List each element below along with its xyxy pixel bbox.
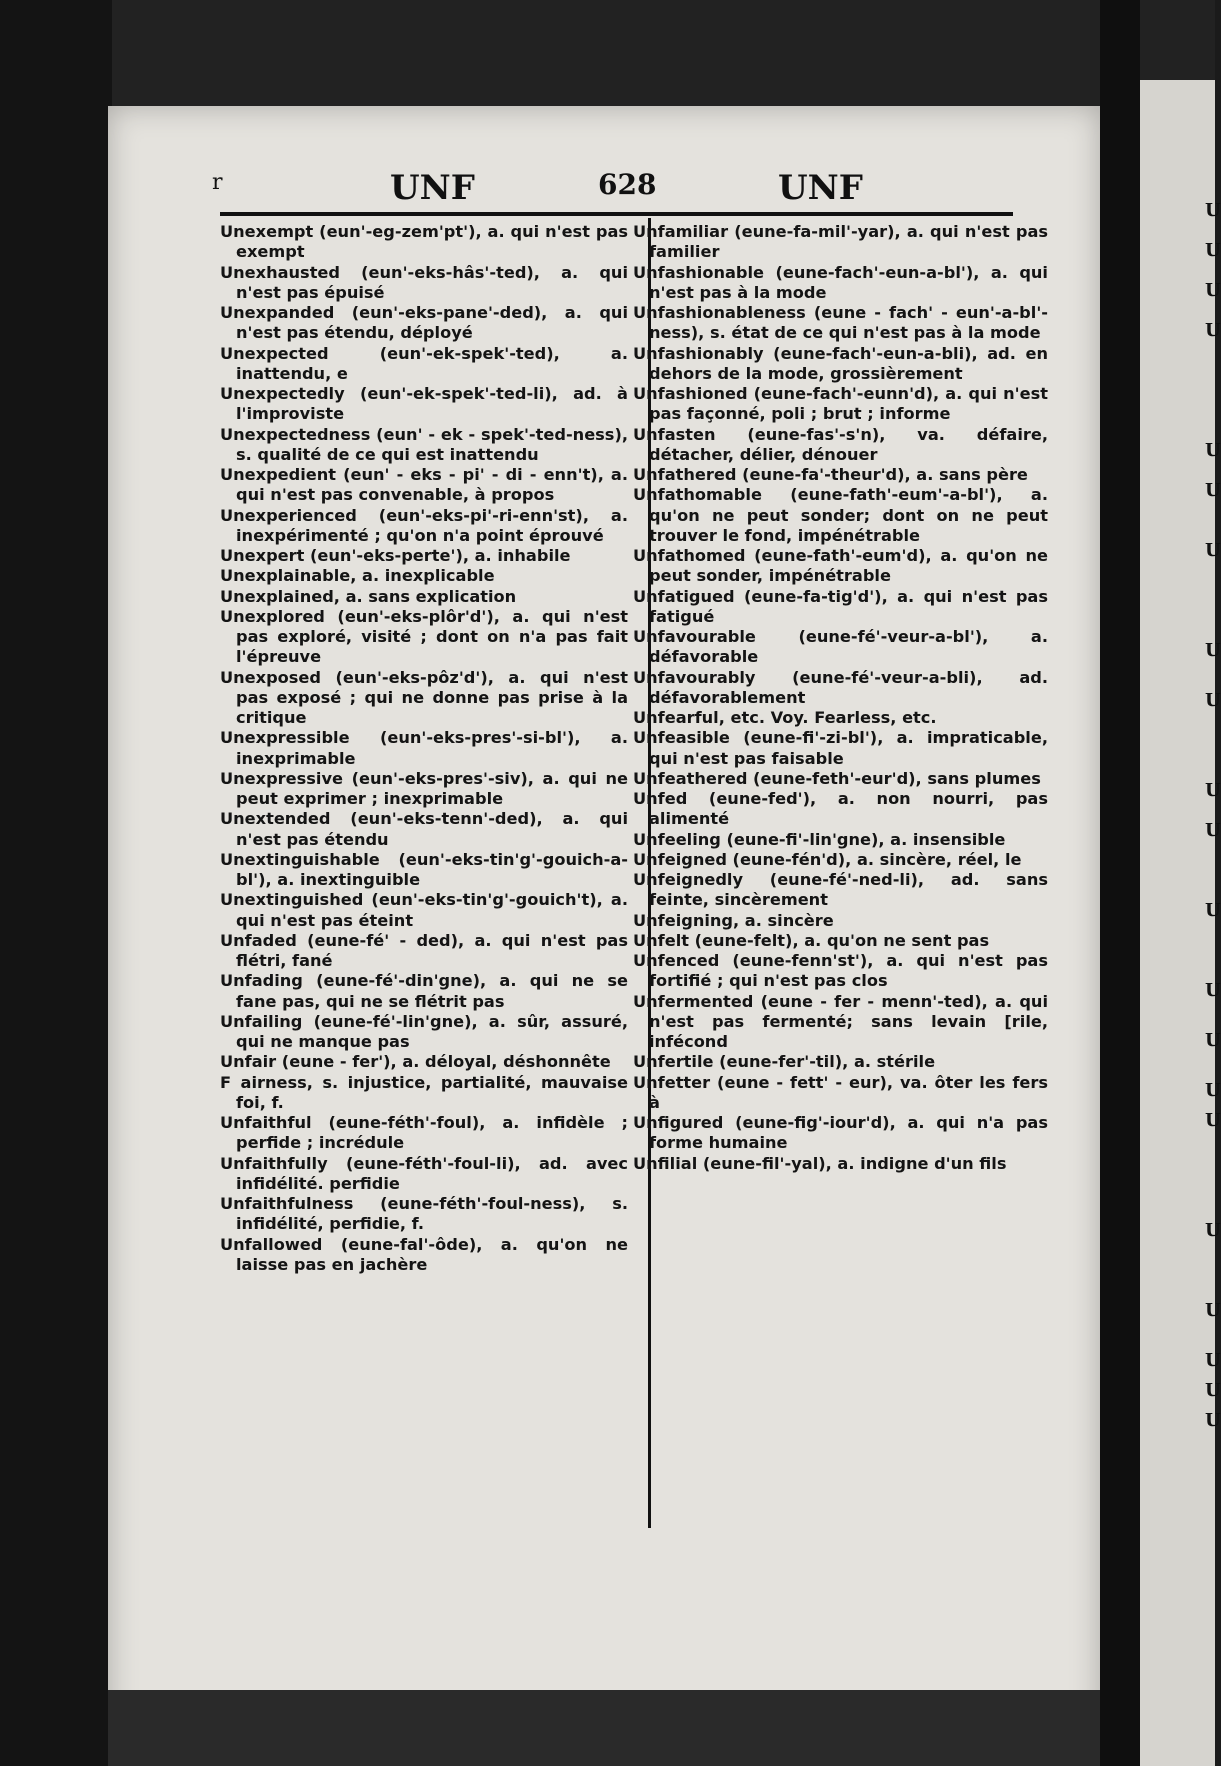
dictionary-entry xyxy=(220,931,628,972)
entry-headword: Unexpanded xyxy=(220,303,335,322)
entry-headword: F xyxy=(220,1072,232,1092)
entry-headword: Unfallowed xyxy=(220,1234,323,1254)
entry-headword: Unfeignedly xyxy=(633,870,744,889)
adjacent-page-letter: U xyxy=(1205,280,1221,301)
entry-headword: Unfathered xyxy=(633,465,737,484)
entry-headword: Unfamiliar xyxy=(633,222,729,241)
entry-headword: Unfading xyxy=(220,971,303,991)
entry-headword: Unexpressive xyxy=(220,768,343,788)
entry-headword: Unfetter xyxy=(633,1072,711,1092)
dictionary-entry xyxy=(220,728,628,769)
dictionary-entry xyxy=(220,465,628,506)
scan-background-left xyxy=(0,0,112,1766)
dictionary-entry xyxy=(633,789,1048,830)
entry-definition: (eune-fed'), a. non nourri, pas alimenté xyxy=(649,789,1048,829)
dictionary-entry xyxy=(220,587,628,607)
left-column xyxy=(220,222,628,1275)
entry-headword: Unfaithful xyxy=(220,1113,312,1132)
entry-headword: Unfair xyxy=(220,1052,277,1072)
entry-definition: (eune-fach'-eun-a-bl'), a. qui n'est pas à la mode xyxy=(649,262,1048,302)
entry-headword: Unfeeling xyxy=(633,829,721,849)
dictionary-entry xyxy=(633,222,1048,263)
entry-definition: (eune-fig'-iour'd), a. qui n'a pas forme humaine xyxy=(649,1113,1048,1153)
adjacent-page-letter: U xyxy=(1205,900,1221,921)
margin-mark: r xyxy=(212,170,223,195)
scan-background-bottom xyxy=(108,1690,1100,1766)
dictionary-entry xyxy=(220,1235,628,1276)
entry-headword: Unexpedient xyxy=(220,465,337,484)
entry-definition: (eun'-eks-pi'-ri-enn'st), a. inexpérimenté ; qu'on n'a point éprouvé xyxy=(236,505,628,545)
entry-definition: (eune-fach'-eunn'd), a. qui n'est pas façonné, poli ; brut ; informe xyxy=(649,384,1048,424)
entry-definition: (eune-fé'-veur-a-bl'), a. défavorable xyxy=(649,627,1048,667)
adjacent-page-letter: U xyxy=(1205,440,1221,461)
entry-headword: Unfathomed xyxy=(633,546,746,565)
entry-definition: , etc. Voy. Fearless, etc. xyxy=(718,708,937,727)
dictionary-entry xyxy=(633,870,1048,911)
adjacent-page-letter: U xyxy=(1205,780,1221,801)
dictionary-entry xyxy=(220,607,628,668)
dictionary-entry xyxy=(633,850,1048,870)
entry-definition: (eune - fer - menn'-ted), a. qui n'est pas fermenté; sans levain [rile, infécond xyxy=(649,991,1048,1051)
dictionary-entry xyxy=(220,263,628,304)
adjacent-page-letter: U xyxy=(1205,690,1221,711)
dictionary-entry xyxy=(220,384,628,425)
dictionary-entry xyxy=(633,1154,1048,1174)
entry-headword: Unexpectedly xyxy=(220,384,345,403)
entry-headword: Unextended xyxy=(220,809,331,829)
entry-headword: Unextinguished xyxy=(220,890,364,910)
entry-headword: Unfed xyxy=(633,789,688,808)
dictionary-entry xyxy=(633,627,1048,668)
dictionary-entry xyxy=(220,1012,628,1053)
adjacent-page-letter: U xyxy=(1205,1410,1221,1431)
dictionary-entry xyxy=(220,546,628,566)
adjacent-page-letter: U xyxy=(1205,1220,1221,1241)
entry-headword: Unexhausted xyxy=(220,262,340,282)
entry-definition: (eune-fa-mil'-yar), a. qui n'est pas familier xyxy=(649,222,1048,262)
dictionary-entry xyxy=(220,1113,628,1154)
dictionary-entry xyxy=(633,425,1048,466)
entry-definition: (eune-feth'-eur'd), sans plumes xyxy=(747,768,1041,788)
dictionary-entry xyxy=(633,931,1048,951)
entry-headword: Unfeigned xyxy=(633,849,727,869)
entry-definition: (eun' - eks - pi' - di - enn't), a. qui n'est pas convenable, à propos xyxy=(236,465,628,505)
adjacent-page-letter: U xyxy=(1205,1030,1221,1051)
dictionary-entry xyxy=(633,587,1048,628)
dictionary-entry xyxy=(220,425,628,466)
dictionary-entry xyxy=(633,911,1048,931)
dictionary-entry xyxy=(220,668,628,729)
entry-definition: (eun'-eks-hâs'-ted), a. qui n'est pas épuisé xyxy=(236,262,628,302)
entry-definition: (eun'-eks-tenn'-ded), a. qui n'est pas étendu xyxy=(236,809,628,849)
entry-definition: (eune-fath'-eum'-a-bl'), a. qu'on ne peut sonder; dont on ne peut trouver le fond, impénétrable xyxy=(649,485,1048,545)
header-rule xyxy=(220,212,1013,216)
entry-headword: Unfashioned xyxy=(633,384,748,403)
running-head-right: UNF xyxy=(778,168,863,208)
entry-definition: (eune-fa'-theur'd), a. sans père xyxy=(736,465,1028,484)
dictionary-entry xyxy=(633,769,1048,789)
adjacent-page-letter: U xyxy=(1205,820,1221,841)
entry-headword: Unfashionableness xyxy=(633,303,806,322)
entry-definition: (eune-fi'-zi-bl'), a. impraticable, qui n'est pas faisable xyxy=(649,728,1048,768)
entry-headword: Unexpressible xyxy=(220,728,350,748)
adjacent-page-letter: U xyxy=(1205,1350,1221,1371)
entry-definition: (eune-fach'-eun-a-bli), ad. en dehors de la mode, grossièrement xyxy=(649,343,1048,383)
entry-definition: (eune-fi'-lin'gne), a. insensible xyxy=(720,829,1006,849)
entry-definition: , a. sincère xyxy=(733,910,834,930)
entry-headword: Unexempt xyxy=(220,222,314,241)
entry-definition: (eune-fath'-eum'd), a. qu'on ne peut sonder, impénétrable xyxy=(649,546,1048,586)
dictionary-entry xyxy=(220,1073,628,1114)
adjacent-page-letter: U xyxy=(1205,480,1221,501)
dictionary-entry xyxy=(633,303,1048,344)
dictionary-entry xyxy=(633,546,1048,587)
dictionary-entry xyxy=(633,992,1048,1053)
dictionary-entry xyxy=(633,1113,1048,1154)
entry-definition: (eune-fé' - ded), a. qui n'est pas flétri, fané xyxy=(236,930,628,970)
dictionary-entry xyxy=(220,971,628,1012)
entry-definition: (eune-féth'-foul-ness), s. infidélité, perfidie, f. xyxy=(236,1194,628,1234)
adjacent-page-letter: U xyxy=(1205,320,1221,341)
entry-headword: Unfasten xyxy=(633,424,716,444)
entry-definition: (eun'-eks-pane'-ded), a. qui n'est pas étendu, déployé xyxy=(236,303,628,343)
entry-headword: Unexplored xyxy=(220,606,325,626)
adjacent-page-letter: U xyxy=(1205,240,1221,261)
dictionary-entry xyxy=(633,830,1048,850)
entry-definition: (eune - fer'), a. déloyal, déshonnête xyxy=(276,1052,611,1072)
right-column xyxy=(633,222,1048,1174)
entry-definition: (eune - fett' - eur), va. ôter les fers à xyxy=(649,1072,1048,1112)
dictionary-entry xyxy=(633,1052,1048,1072)
adjacent-page-letter: U xyxy=(1205,1380,1221,1401)
dictionary-entry xyxy=(633,951,1048,992)
entry-definition: (eun'-eks-plôr'd'), a. qui n'est pas exploré, visité ; dont on n'a pas fait l'épreuve xyxy=(236,606,628,667)
adjacent-page-letter: U xyxy=(1205,1080,1221,1101)
entry-definition: (eune-féth'-foul-li), ad. avec infidélité. perfidie xyxy=(236,1153,628,1193)
entry-definition: (eune-fa-tig'd'), a. qui n'est pas fatigué xyxy=(649,586,1048,626)
entry-definition: (eune-fas'-s'n), va. défaire, détacher, délier, dénouer xyxy=(649,424,1048,464)
adjacent-page-letter: U xyxy=(1205,640,1221,661)
dictionary-entry xyxy=(220,890,628,931)
entry-headword: Unfatigued xyxy=(633,586,735,606)
dictionary-entry xyxy=(633,1073,1048,1114)
entry-headword: Unexpectedness xyxy=(220,424,371,444)
entry-definition: (eune - fach' - eun'-a-bl'-ness), s. état de ce qui n'est pas à la mode xyxy=(649,303,1048,343)
entry-headword: Unexplainable xyxy=(220,566,351,586)
page-number: 628 xyxy=(598,168,657,201)
entry-definition: (eun'-eks-tin'g'-gouich-a-bl'), a. inextinguible xyxy=(236,849,628,889)
dictionary-entry xyxy=(633,344,1048,385)
running-head-left: UNF xyxy=(390,168,475,208)
entry-definition: (eun'-eg-zem'pt'), a. qui n'est pas exempt xyxy=(236,222,628,262)
adjacent-page-letter: U xyxy=(1205,200,1221,221)
dictionary-entry xyxy=(220,1154,628,1195)
entry-headword: Unfeasible xyxy=(633,728,730,748)
entry-headword: Unfertile xyxy=(633,1052,714,1072)
entry-headword: Unexposed xyxy=(220,667,321,687)
entry-definition: (eun'-ek-spek'-ted), a. inattendu, e xyxy=(236,343,628,383)
entry-headword: Unfaded xyxy=(220,930,297,950)
dictionary-entry xyxy=(633,668,1048,709)
entry-headword: Unfaithfulness xyxy=(220,1194,354,1213)
dictionary-entry xyxy=(633,263,1048,304)
dictionary-entry xyxy=(220,566,628,586)
entry-headword: Unexpected xyxy=(220,343,329,363)
entry-definition: , a. inexplicable xyxy=(350,566,495,586)
entry-definition: (eune-fé'-ned-li), ad. sans feinte, sincèrement xyxy=(649,870,1048,910)
dictionary-entry xyxy=(633,708,1048,728)
dictionary-entry xyxy=(220,850,628,891)
adjacent-page-letter: U xyxy=(1205,540,1221,561)
entry-headword: Unexplained xyxy=(220,586,334,606)
dictionary-entry xyxy=(220,506,628,547)
scan-background-top xyxy=(0,0,1215,110)
entry-headword: Unfeigning xyxy=(633,910,734,930)
entry-definition: (eun' - ek - spek'-ted-ness), s. qualité de ce qui est inattendu xyxy=(236,424,628,464)
book-gutter xyxy=(1100,0,1140,1766)
dictionary-entry xyxy=(633,465,1048,485)
dictionary-entry xyxy=(220,1194,628,1235)
entry-headword: Unfenced xyxy=(633,951,720,970)
dictionary-entry xyxy=(220,1052,628,1072)
adjacent-page-letter: U xyxy=(1205,1110,1221,1131)
entry-headword: Unfailing xyxy=(220,1011,303,1031)
adjacent-page-letter: U xyxy=(1205,1300,1221,1321)
entry-headword: Unfilial xyxy=(633,1153,698,1173)
entry-headword: Unfigured xyxy=(633,1113,724,1132)
adjacent-page xyxy=(1140,80,1215,1766)
dictionary-entry xyxy=(220,769,628,810)
entry-definition: (eun'-eks-pres'-si-bl'), a. inexprimable xyxy=(236,728,628,768)
entry-definition: (eune-fé'-din'gne), a. qui ne se fane pas, qui ne se flétrit pas xyxy=(236,971,628,1011)
dictionary-entry xyxy=(633,728,1048,769)
entry-definition: , a. sans explication xyxy=(333,586,517,606)
entry-definition: (eun'-eks-pres'-siv), a. qui ne peut exprimer ; inexprimable xyxy=(236,768,628,808)
entry-headword: Unfavourably xyxy=(633,667,756,687)
entry-definition: (eune-féth'-foul), a. infidèle ; perfide ; incrédule xyxy=(236,1113,628,1153)
entry-headword: Unextinguishable xyxy=(220,849,380,869)
entry-definition: (eune-fé'-lin'gne), a. sûr, assuré, qui ne manque pas xyxy=(236,1011,628,1051)
entry-definition: (eun'-eks-pôz'd'), a. qui n'est pas exposé ; qui ne donne pas prise à la critique xyxy=(236,667,628,727)
entry-definition: (eune-fenn'st'), a. qui n'est pas fortifié ; qui n'est pas clos xyxy=(649,951,1048,991)
entry-definition: (eune-fén'd), a. sincère, réel, le xyxy=(726,849,1022,869)
entry-headword: Unfermented xyxy=(633,991,754,1011)
entry-headword: Unfavourable xyxy=(633,627,756,646)
dictionary-entry xyxy=(633,485,1048,546)
entry-headword: Unfeathered xyxy=(633,768,748,788)
dictionary-entry xyxy=(220,344,628,385)
entry-definition: airness, s. injustice, partialité, mauvaise foi, f. xyxy=(231,1072,628,1112)
dictionary-entry xyxy=(220,809,628,850)
entry-definition: (eun'-eks-tin'g'-gouich't), a. qui n'est pas éteint xyxy=(236,890,628,930)
entry-headword: Unfashionably xyxy=(633,343,764,363)
entry-headword: Unfathomable xyxy=(633,485,762,505)
entry-headword: Unfaithfully xyxy=(220,1153,328,1173)
dictionary-entry xyxy=(633,384,1048,425)
entry-definition: (eun'-ek-spek'-ted-li), ad. à l'improviste xyxy=(236,384,628,424)
dictionary-entry xyxy=(220,303,628,344)
entry-definition: (eune-felt), a. qu'on ne sent pas xyxy=(688,930,990,950)
entry-headword: Unexperienced xyxy=(220,505,357,525)
adjacent-page-letter: U xyxy=(1205,980,1221,1001)
entry-headword: Unfashionable xyxy=(633,262,765,282)
entry-headword: Unexpert xyxy=(220,546,305,565)
entry-definition: (eun'-eks-perte'), a. inhabile xyxy=(304,546,571,565)
entry-definition: (eune-fil'-yal), a. indigne d'un fils xyxy=(697,1153,1007,1173)
entry-definition: (eune-fal'-ôde), a. qu'on ne laisse pas en jachère xyxy=(236,1234,628,1274)
entry-headword: Unfearful xyxy=(633,708,719,727)
entry-definition: (eune-fer'-til), a. stérile xyxy=(713,1052,936,1072)
entry-headword: Unfelt xyxy=(633,930,689,950)
entry-definition: (eune-fé'-veur-a-bli), ad. défavorablement xyxy=(649,667,1048,707)
dictionary-entry xyxy=(220,222,628,263)
